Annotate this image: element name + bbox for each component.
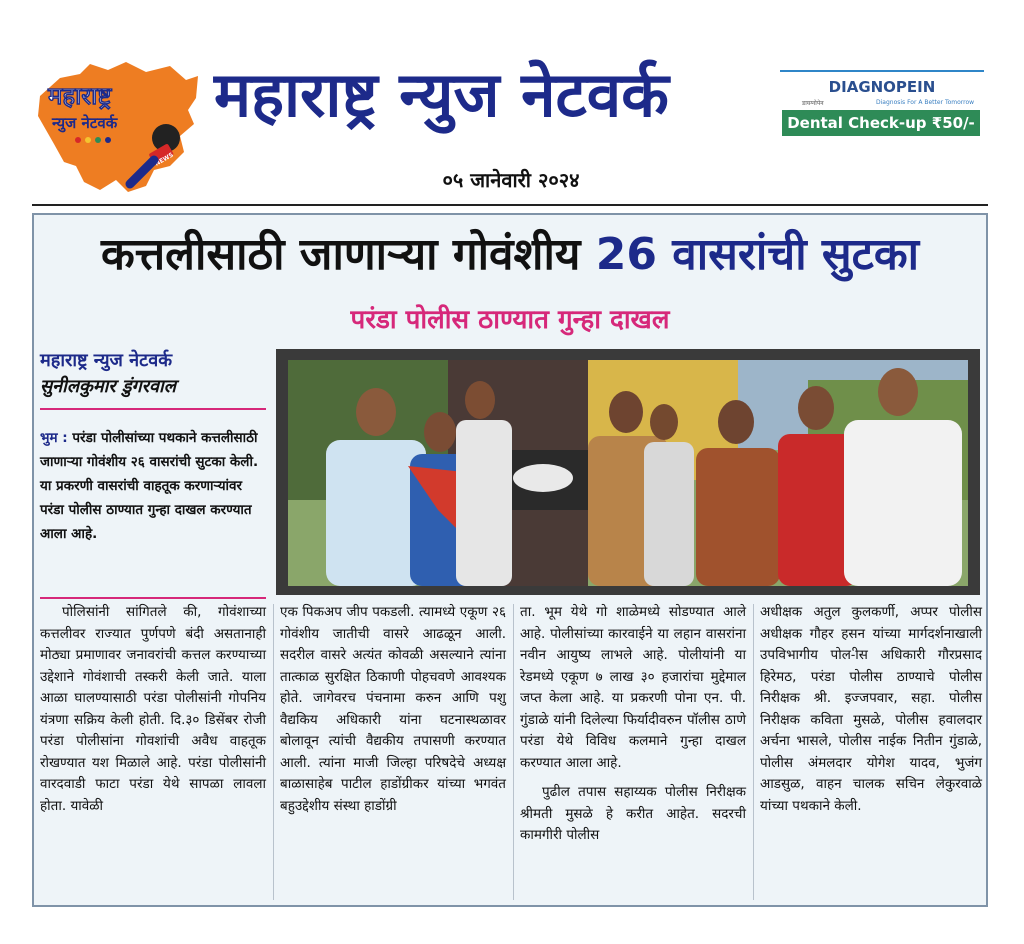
- byline-divider: [40, 408, 266, 410]
- article-column-2: [280, 602, 506, 817]
- masthead-divider: [32, 204, 988, 206]
- ad-banner[interactable]: Dental Check-up ₹50/-: [782, 110, 980, 136]
- article-summary: [40, 426, 270, 546]
- logo: [30, 58, 208, 198]
- ad-rule: [780, 70, 984, 72]
- column-2-paragraph-1: एक पिकअप जीप पकडली. त्यामध्ये एकूण २६ गोवंशीय जातीची वासरे आढळून आली. सदरील वासरे अत्यंत कोवळी असल्याने त्यांना तात्काळ सुरक्षित ठिकाणी पोहचवणे आवश्यक होते. जागेवरच पंचनामा करुन आणि पशु वैद्यकिय अधिकारी यांना घटनास्थळावर बोलावून त्यांची वैद्यकीय तपासणी करण्यात आली. त्यांना माजी जिल्हा परिषदेचे अध्यक्ष बाळासाहेब पाटील हाडोंग्रीकर यांच्या भगवंत बहुउद्देशीय संस्था हाडोंग्री: [280, 604, 506, 814]
- summary-divider: [40, 597, 266, 599]
- news-photo: [288, 360, 968, 586]
- column-divider: [753, 604, 754, 900]
- article-column-3: [520, 602, 746, 847]
- logo-subtitle: न्युज नेटवर्क: [52, 114, 118, 132]
- column-4-paragraph-1: अधीक्षक अतुल कुलकर्णी, अप्पर पोलीस अधीक्षक गौहर हसन यांच्या मार्गदर्शनाखाली उपविभागीय पोल-ीस अधिकारी गौरप्रसाद हिरेमठ, परंडा पोलीस ठाण्याचे पोलीस निरीक्षक श्री. इज्जपवार, सहा. पोलीस निरीक्षक कविता मुसळे, पोलीस हवालदार अर्चना भासले, पोलीस नाईक नितीन गुंडाळे, पोलीस अंमलदार योगेश यादव, भुजंग आडसुळ, वाहन चालक सचिन लेकुरवाळे यांच्या पथकाने केली.: [760, 604, 982, 814]
- article-column-1: [40, 602, 266, 817]
- logo-title: महाराष्ट्र: [48, 82, 112, 110]
- headline-part1: कत्तलीसाठी जाणाऱ्या गोवंशीय: [100, 229, 581, 280]
- masthead-title: महाराष्ट्र न्युज नेटवर्क: [214, 58, 669, 131]
- column-3-paragraph-1: ता. भूम येथे गो शाळेमध्ये सोडण्यात आले आहे. पोलीसांच्या कारवाईने या लहान वासरांना नवीन आयुष्य लाभले आहे. पोलीयांनी या रेडमध्ये एकूण ७ लाख ३० हजारांचा मुद्देमाल जप्त केला आहे. या प्रकरणी पोना एन. पी. गुंडाळे यांनी दिलेल्या फिर्यादीवरुन पॉलीस ठाणे परंडा येथे विविध कलमाने गुन्हा दाखल करण्यात आला आहे.: [520, 604, 746, 771]
- mic-label: NEWS: [153, 151, 175, 168]
- byline-org: महाराष्ट्र न्युज नेटवर्क: [40, 350, 173, 371]
- summary-text: परंडा पोलीसांच्या पथकाने कत्तलीसाठी जाणाऱ्या गोवंशीय २६ वासरांची सुटका केली. या प्रकरणी वासरांची वाहतूक करणाऱ्यांवर परंडा पोलीस ठाण्यात गुन्हा दाखल करण्यात आला आहे.: [40, 430, 259, 542]
- column-divider: [513, 604, 514, 900]
- ad-tagline-local: डायग्नोपेन: [802, 100, 824, 107]
- subheadline: परंडा पोलीस ठाण्यात गुन्हा दाखल: [350, 305, 670, 335]
- dental-ad[interactable]: [780, 70, 984, 140]
- article-column-4: [760, 602, 982, 817]
- ad-brand: DIAGNOPEIN: [828, 78, 936, 96]
- headline-part2: 26 वासरांची सुटका: [595, 229, 920, 280]
- issue-date: ०५ जानेवारी २०२४: [442, 168, 580, 192]
- column-1-paragraph-1: पोलिसांनी सांगितले की, गोवंशाच्या कत्तलीवर राज्यात पुर्णपणे बंदी असतानाही मोठ्या प्रमाणावर जनावरांची कत्तल करण्याच्या उद्देशाने गोवंशाची तस्करी केली जाते. याला आळा घालण्यासाठी परंडा पोलीसांनी गोपनिय यंत्रणा सक्रिय केली होती. दि.३० डिसेंबर रोजी परंडा पोलीसांना गोवशांची अवैध वाहतूक रोखण्यात यश मिळाले आहे. परंडा पोलीसांनी वारदवाडी फाटा परंडा येथे सापळा लावला होता. यावेळी: [40, 604, 266, 814]
- ad-tagline: Diagnosis For A Better Tomorrow: [876, 99, 975, 106]
- column-3-paragraph-2: पुढील तपास सहाय्यक पोलीस निरीक्षक श्रीमती मुसळे हे करीत आहेत. सदरची कामगीरी पोलीस: [520, 784, 746, 843]
- column-divider: [273, 604, 274, 900]
- byline-author: सुनीलकुमार डुंगरवाल: [40, 376, 176, 397]
- headline: [34, 224, 986, 286]
- summary-dateline: भुम :: [40, 430, 68, 446]
